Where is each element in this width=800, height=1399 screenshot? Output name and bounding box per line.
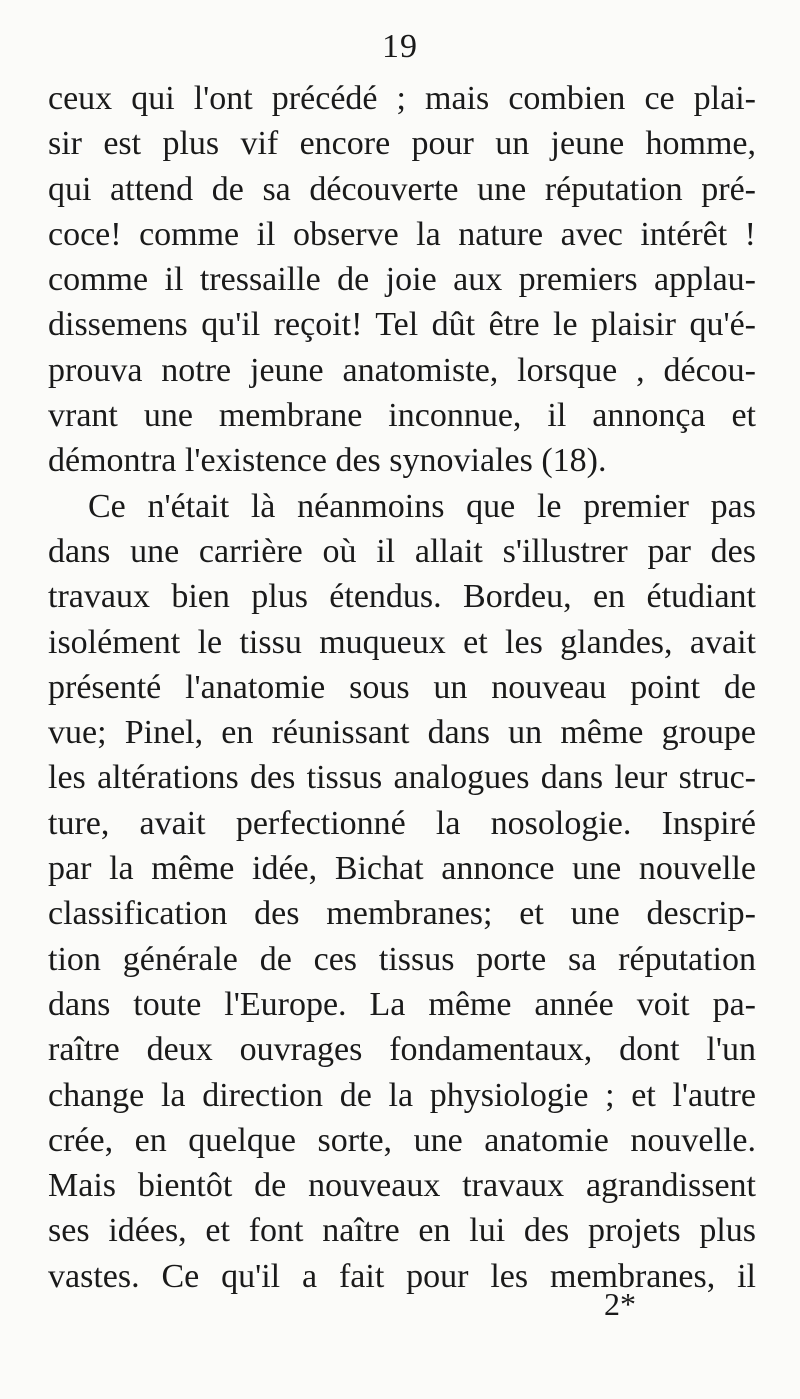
text-line: comme il tressaille de joie aux premiers applau-: [48, 261, 756, 299]
text-line: vue; Pinel, en réunissant dans un même groupe: [48, 714, 756, 752]
text-line: les altérations des tissus analogues dans leur struc-: [48, 759, 756, 797]
text-line: sir est plus vif encore pour un jeune homme,: [48, 125, 756, 163]
text-line: ceux qui l'ont précédé ; mais combien ce plai-: [48, 80, 756, 117]
text-line: ture, avait perfectionné la nosologie. Inspiré: [48, 804, 756, 842]
text-line: qui attend de sa découverte une réputation pré-: [48, 170, 756, 208]
text-line: prouva notre jeune anatomiste, lorsque , décou-: [48, 351, 756, 389]
text-line: par la même idée, Bichat annonce une nouvelle: [48, 850, 756, 888]
paragraph-end-line: démontra l'existence des synoviales (18).: [48, 442, 607, 480]
text-line: dans une carrière où il allait s'illustrer par des: [48, 532, 756, 570]
page-number: 19: [382, 28, 418, 65]
text-line: présenté l'anatomie sous un nouveau point de: [48, 668, 756, 706]
body-text: [48, 76, 756, 1299]
text-line: dans toute l'Europe. La même année voit pa-: [48, 985, 756, 1023]
text-line: Mais bientôt de nouveaux travaux agrandissent: [48, 1167, 756, 1205]
text-line: dissemens qu'il reçoit! Tel dût être le plaisir qu'é-: [48, 306, 756, 344]
text-line: raître deux ouvrages fondamentaux, dont l'un: [48, 1031, 756, 1069]
paragraph-start-line: Ce n'était là néanmoins que le premier pas: [88, 487, 756, 525]
text-line: vastes. Ce qu'il a fait pour les membranes, il: [48, 1257, 756, 1295]
text-line: ses idées, et font naître en lui des projets plus: [48, 1212, 756, 1250]
text-line: change la direction de la physiologie ; et l'autre: [48, 1076, 756, 1114]
text-line: vrant une membrane inconnue, il annonça et: [48, 397, 756, 435]
signature-mark: 2*: [604, 1286, 636, 1322]
text-line: crée, en quelque sorte, une anatomie nouvelle.: [48, 1121, 756, 1159]
text-line: travaux bien plus étendus. Bordeu, en étudiant: [48, 578, 756, 616]
text-line: tion générale de ces tissus porte sa réputation: [48, 940, 756, 978]
text-line: isolément le tissu muqueux et les glandes, avait: [48, 623, 756, 661]
text-line: classification des membranes; et une descrip-: [48, 895, 756, 933]
text-line: coce! comme il observe la nature avec intérêt !: [48, 215, 756, 253]
